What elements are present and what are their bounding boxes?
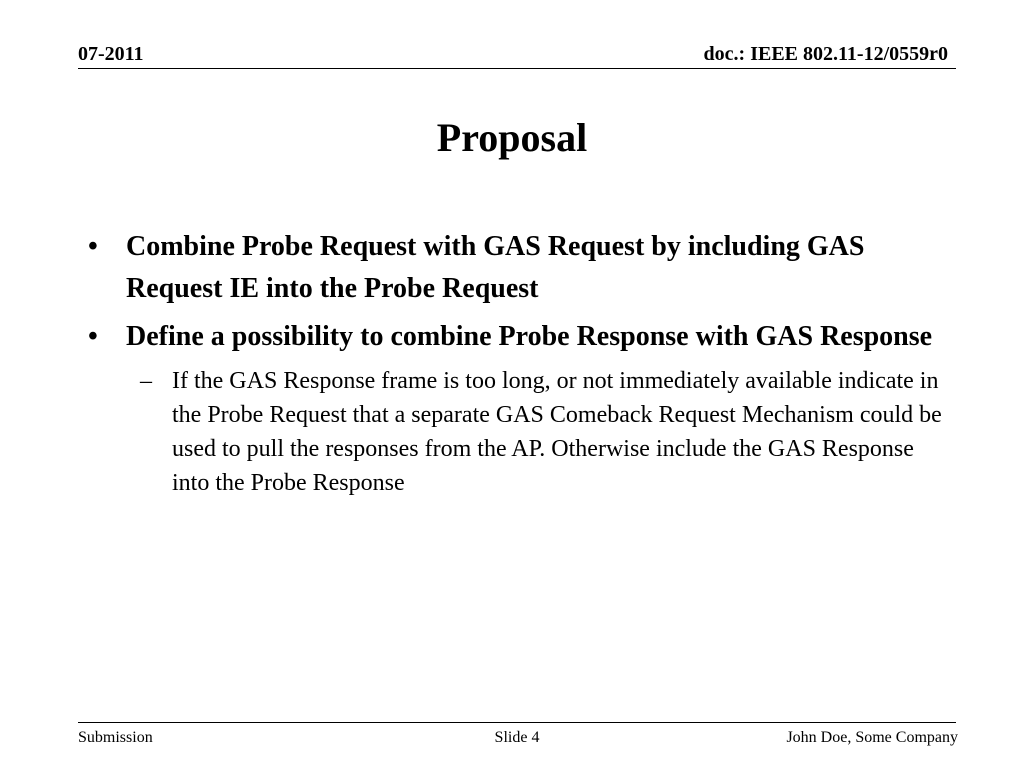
header-divider: [78, 68, 956, 69]
header-doc-id: doc.: IEEE 802.11-12/0559r0: [703, 43, 948, 65]
bullet-icon: •: [88, 321, 98, 352]
slide-body: [84, 226, 954, 500]
slide-title: Proposal: [436, 115, 588, 160]
header-date: 07-2011: [78, 43, 144, 65]
bullet-item: [84, 226, 954, 310]
sub-bullet-text: If the GAS Response frame is too long, or not immediately available indicate in the Probe Request that a separate GAS Comeback Request Mechanism could be used to pull the responses from the AP. Otherwise include the GAS Response into the Probe Response: [172, 368, 942, 496]
footer-submission: Submission: [78, 729, 153, 746]
sub-bullet-item: [126, 364, 954, 500]
dash-icon: –: [140, 368, 152, 394]
bullet-text: Define a possibility to combine Probe Response with GAS Response: [126, 321, 933, 352]
footer-author: John Doe, Some Company: [786, 729, 958, 746]
footer-slide-number: Slide 4: [494, 729, 540, 746]
footer-divider: [78, 722, 956, 723]
bullet-icon: •: [88, 231, 98, 262]
bullet-item: [84, 316, 954, 358]
bullet-text: Combine Probe Request with GAS Request by including GAS Request IE into the Probe Request: [126, 231, 865, 304]
